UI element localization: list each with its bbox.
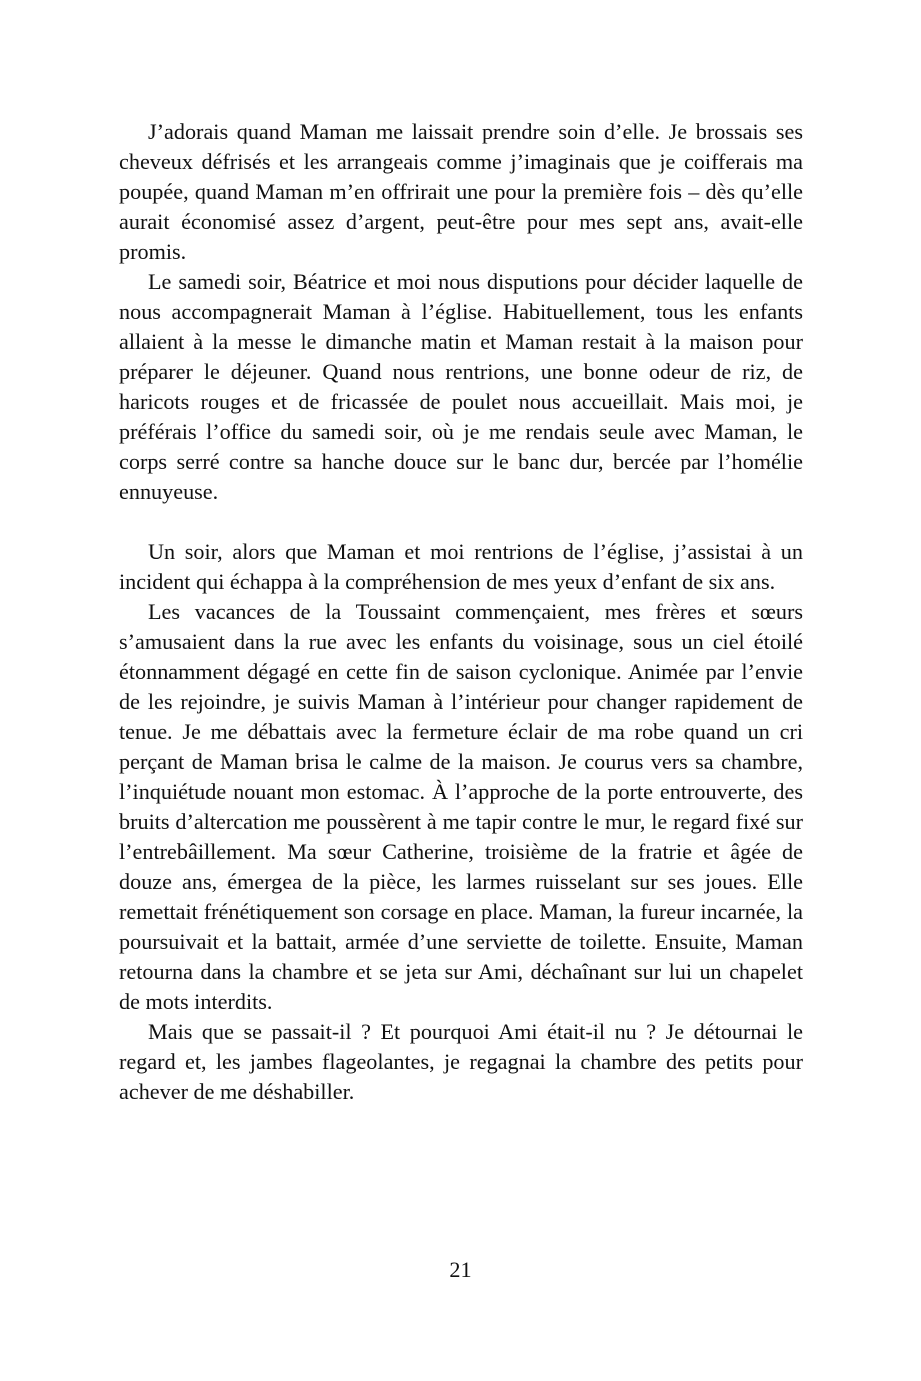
paragraph: Le samedi soir, Béatrice et moi nous disputions pour décider laquelle de nous accompagnerait Maman à l’église. Habituellement, tous les enfants allaient à la messe le dimanche matin et Maman restait à la maison pour préparer le déjeuner. Quand nous rentrions, une bonne odeur de riz, de haricots rouges et de fricassée de poulet nous accueillait. Mais moi, je préférais l’office du samedi soir, où je me rendais seule avec Maman, le corps serré contre sa hanche douce sur le banc dur, bercée par l’homélie ennuyeuse. xyxy=(119,269,803,504)
paragraph: Les vacances de la Toussaint commençaient, mes frères et sœurs s’amusaient dans la rue avec les enfants du voisinage, sous un ciel étoilé étonnamment dégagé en cette fin de saison cyclonique. Animée par l’envie de les rejoindre, je suivis Maman à l’intérieur pour changer rapidement de tenue. Je me débattais avec la fermeture éclair de ma robe quand un cri perçant de Maman brisa le calme de la maison. Je courus vers sa chambre, l’inquiétude nouant mon estomac. À l’approche de la porte entrouverte, des bruits d’altercation me poussèrent à me tapir contre le mur, le regard fixé sur l’entrebâillement. Ma sœur Catherine, troisième de la fratrie et âgée de douze ans, émergea de la pièce, les larmes ruisselant sur ses joues. Elle remettait frénétiquement son corsage en place. Maman, la fureur incarnée, la poursuivait et la battait, armée d’une serviette de toilette. Ensuite, Maman retourna dans la chambre et se jeta sur Ami, déchaînant sur lui un chapelet de mots interdits. xyxy=(119,599,803,1014)
paragraph: J’adorais quand Maman me laissait prendre soin d’elle. Je brossais ses cheveux défrisés et les arrangeais comme j’imaginais que je coifferais ma poupée, quand Maman m’en offrirait une pour la première fois – dès qu’elle aurait économisé assez d’argent, peut-être pour mes sept ans, avait-elle promis. xyxy=(119,119,803,264)
page-body xyxy=(119,117,803,1107)
page-number: 21 xyxy=(449,1257,472,1282)
paragraph: Mais que se passait-il ? Et pourquoi Ami était-il nu ? Je détournai le regard et, les jambes flageolantes, je regagnai la chambre des petits pour achever de me déshabiller. xyxy=(119,1019,803,1104)
section-break xyxy=(119,507,803,537)
paragraph: Un soir, alors que Maman et moi rentrions de l’église, j’assistai à un incident qui échappa à la compréhension de mes yeux d’enfant de six ans. xyxy=(119,539,803,594)
